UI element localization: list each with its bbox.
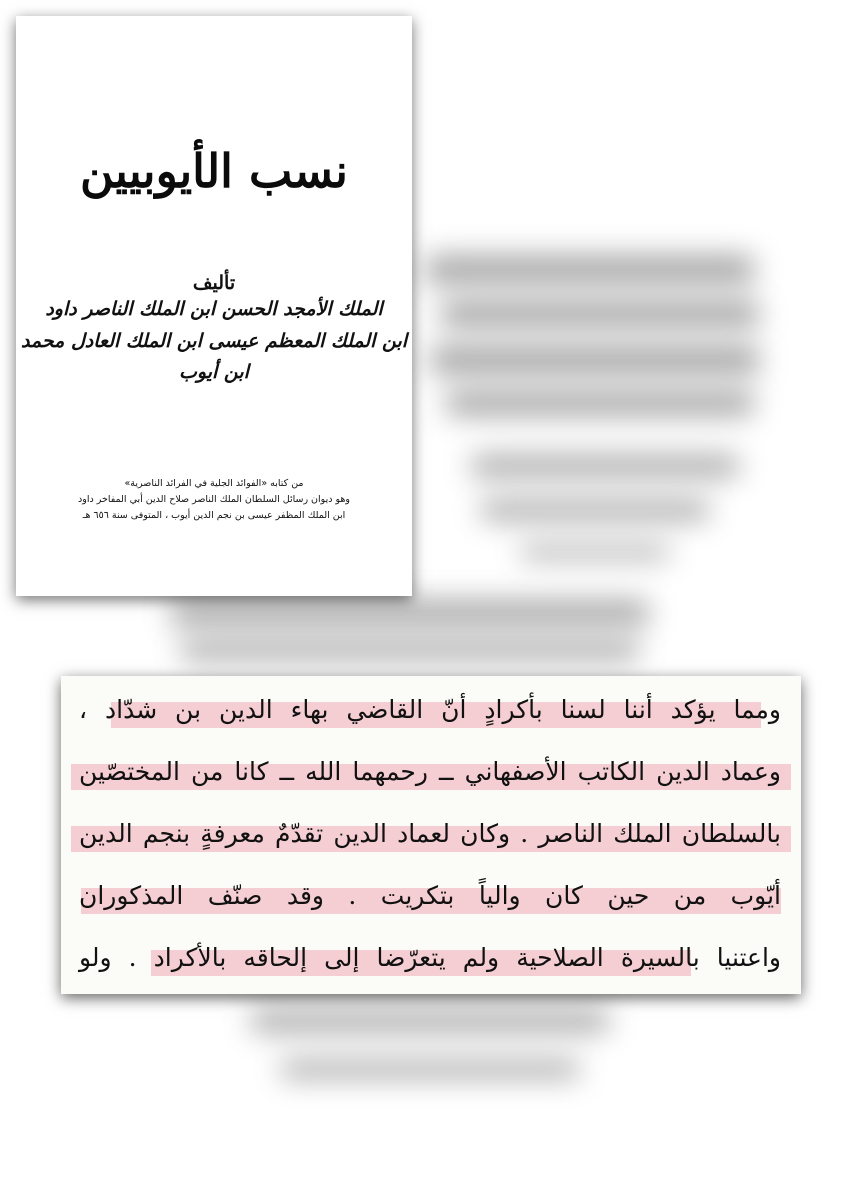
excerpt-line-4: أيّوب من حين كان والياً بتكريت . وقد صنّف المذكوران — [79, 881, 781, 910]
author-line-2: ابن الملك المعظم عيسى ابن الملك العادل محمد — [20, 330, 408, 352]
excerpt-line-3: بالسلطان الملك الناصر . وكان لعماد الدين تقدّمٌ معرفةٍ بنجم الدين — [79, 819, 781, 848]
author-label: تأليف — [192, 272, 236, 294]
book-title: نسب الأيوبيين — [80, 144, 348, 198]
author-line-1: الملك الأمجد الحسن ابن الملك الناصر داود — [45, 298, 383, 320]
author-line-3: ابن أيوب — [179, 361, 249, 383]
excerpt-line-2: وعماد الدين الكاتب الأصفهاني ــ رحمهما الله ــ كانا من المختصّين — [79, 757, 781, 786]
source-line-3: ابن الملك المظفر عيسى بن نجم الدين أيوب ، المتوفى سنة ٦٥٦ هـ — [82, 510, 346, 521]
text-excerpt-card — [61, 676, 801, 994]
excerpt-line-1: ومما يؤكد أننا لسنا بأكرادٍ أنّ القاضي بهاء الدين بن شدّاد ، — [79, 695, 781, 724]
source-line-2: وهو ديوان رسائل السلطان الملك الناصر صلاح الدين أبي المفاخر داود — [78, 494, 350, 505]
excerpt-line-5: واعتنيا بالسيرة الصلاحية ولم يتعرّضا إلى إلحاقه بالأكراد . ولو — [79, 943, 781, 972]
book-cover-page — [16, 16, 412, 596]
source-line-1: من كتابه «الفوائد الجلية في الفرائد الناصرية» — [124, 478, 304, 489]
